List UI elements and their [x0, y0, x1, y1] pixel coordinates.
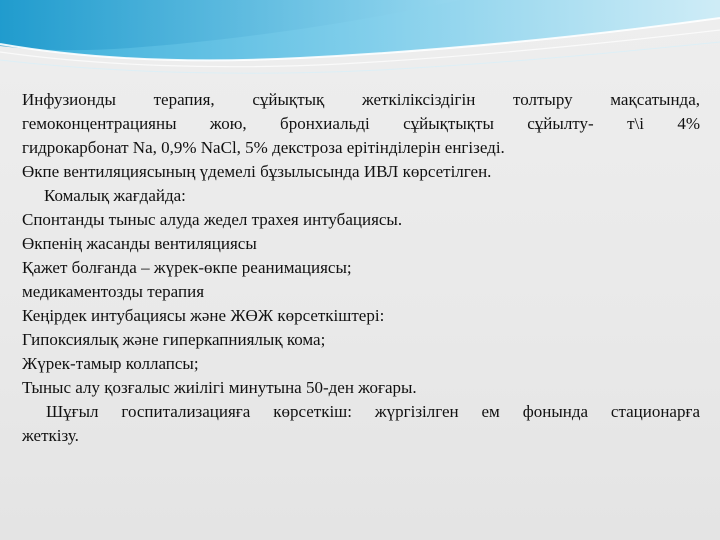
list-item: Жүрек-тамыр коллапсы;: [22, 354, 199, 373]
hospitalization-line: Шұғыл госпитализацияға көрсеткіш: жүргізілген ем фонында стационарға: [46, 402, 700, 421]
wave-decoration: [0, 0, 720, 90]
indications-heading: Кеңірдек интубациясы және ЖӨЖ көрсеткіштері:: [22, 306, 385, 325]
paragraph-line: гемоконцентрацияны жою, бронхиальді сұйықтықты сұйылту- т\і 4%: [22, 114, 700, 133]
paragraph-line: Өкпе вентиляциясының үдемелі бұзылысында ИВЛ көрсетілген.: [22, 162, 492, 181]
hospitalization-line: жеткізу.: [22, 426, 79, 445]
list-item: Өкпенің жасанды вентиляциясы: [22, 234, 257, 253]
list-item: Қажет болғанда – жүрек-өкпе реанимациясы;: [22, 258, 352, 277]
list-item: Спонтанды тыныс алуда жедел трахея интубациясы.: [22, 210, 403, 229]
slide-body: [22, 88, 700, 448]
coma-heading: Комалық жағдайда:: [44, 186, 186, 205]
paragraph-line: Инфузионды терапия, сұйықтық жеткіліксіздігін толтыру мақсатында,: [22, 90, 700, 109]
paragraph-line: гидрокарбонат Na, 0,9% NaCl, 5% декстроза ерітінділерін енгізеді.: [22, 138, 505, 157]
list-item: Тыныс алу қозғалыс жиілігі минутына 50-ден жоғары.: [22, 378, 417, 397]
list-item: Гипоксиялық және гиперкапниялық кома;: [22, 330, 326, 349]
list-item: медикаментозды терапия: [22, 282, 205, 301]
